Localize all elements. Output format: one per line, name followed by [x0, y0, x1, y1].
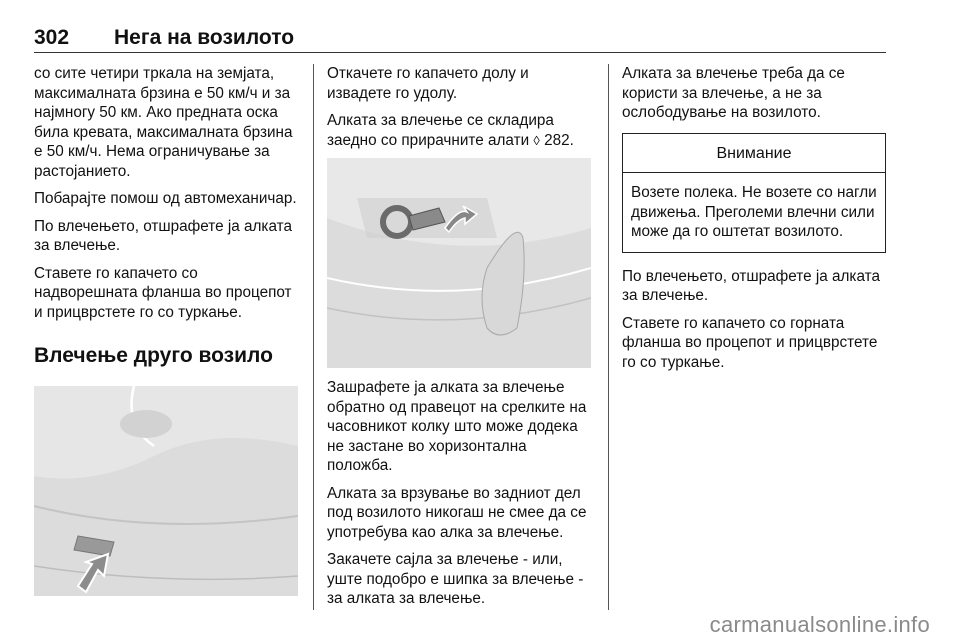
- page-number: 302: [34, 26, 70, 49]
- warning-box: [622, 133, 886, 253]
- paragraph: Зашрафете ја алката за влечење обратно од правецот на срелките на часовникот колку што може додека не застане во хоризонтална положба.: [327, 379, 587, 474]
- page-header: [34, 26, 886, 52]
- column-divider: [313, 64, 314, 610]
- paragraph: [327, 111, 595, 150]
- paragraph: Откачете го капачето долу и извадете го удолу.: [327, 65, 529, 102]
- column-2: [327, 64, 595, 617]
- column-3: [622, 64, 886, 380]
- rear-bumper-illustration: [34, 386, 298, 596]
- page-title: Нега на возилото: [114, 26, 295, 49]
- watermark: carmanualsonline.info: [709, 612, 930, 637]
- tow-eye-illustration: [327, 158, 591, 368]
- section-heading: Влечење друго возило: [34, 344, 273, 367]
- page-reference-icon: ◊: [533, 132, 540, 148]
- paragraph-text: Алката за влечење се складира заедно со прирачните алати: [327, 112, 554, 149]
- column-divider: [608, 64, 609, 610]
- header-divider: [34, 52, 886, 53]
- paragraph: По влечењето, отшрафете ја алката за влечење.: [622, 267, 880, 304]
- warning-title: Внимание: [623, 134, 885, 174]
- paragraph: Ставете го капачето со надворешната фланша во процепот и прицврстете го со туркање.: [34, 264, 292, 321]
- paragraph: Закачете сајла за влечење - или, уште подобро е шипка за влечење - за алката за влечење.: [327, 551, 584, 607]
- column-1: [34, 64, 298, 606]
- warning-text: Возете полека. Не возете со нагли движења. Преголеми влечни сили може да го оштетат возилото.: [631, 184, 877, 240]
- paragraph: Алката за влечење треба да се користи за влечење, а не за ослободување на возилото.: [622, 65, 845, 121]
- page-reference[interactable]: 282.: [544, 131, 574, 149]
- paragraph: Алката за врзување во задниот дел под возилото никогаш не смее да се употребува као алка за влечење.: [327, 484, 587, 541]
- paragraph: со сите четири тркала на земјата, максималната брзина е 50 км/ч и за најмногу 50 км. Ако предната оска била кревата, максималната брзина е 50 км/ч. Нема ограничување за растојанието.: [34, 65, 293, 180]
- paragraph: Побарајте помош од автомеханичар.: [34, 190, 297, 207]
- paragraph: По влечењето, отшрафете ја алката за влечење.: [34, 217, 292, 254]
- paragraph: Ставете го капачето со горната фланша во процепот и прицврстете го со туркање.: [622, 314, 878, 371]
